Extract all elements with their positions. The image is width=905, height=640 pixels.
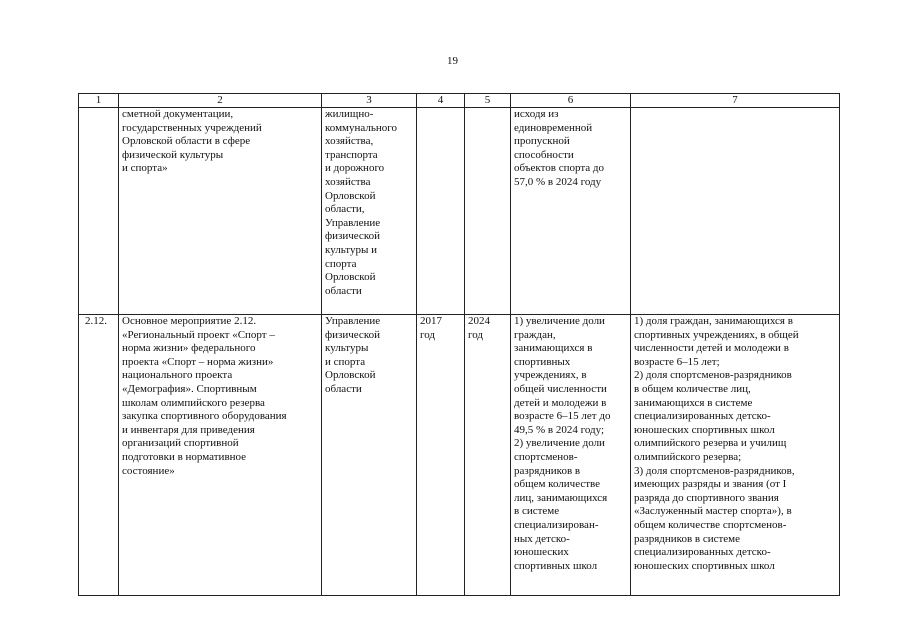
table-row-2-12 [79, 315, 840, 596]
expected-result-cell: 1) увеличение доли граждан, занимающихся в спортивных учреждениях, в общей численности детей и молодежи в возрасте 6–15 лет до 49,5 % в 2024 году; 2) увеличение доли спортсменов- разрядников в общем количестве лиц, занимающихся в системе специализирован- ных детско- юношеских спортивных школ [511, 315, 631, 596]
column-header-2: 2 [119, 94, 322, 108]
activity-name-cell: сметной документации, государственных учреждений Орловской области в сфере физической культуры и спорта» [119, 108, 322, 315]
executor-cell: жилищно- коммунального хозяйства, транспорта и дорожного хозяйства Орловской области, Управление физической культуры и спорта Орловской области [322, 108, 417, 315]
indicators-cell [631, 108, 840, 315]
column-header-5: 5 [465, 94, 511, 108]
program-table [78, 93, 840, 596]
end-year-cell: 2024 год [465, 315, 511, 596]
start-year-cell [417, 108, 465, 315]
column-header-1: 1 [79, 94, 119, 108]
column-header-7: 7 [631, 94, 840, 108]
column-header-6: 6 [511, 94, 631, 108]
end-year-cell [465, 108, 511, 315]
expected-result-cell: исходя из единовременной пропускной способности объектов спорта до 57,0 % в 2024 году [511, 108, 631, 315]
indicators-cell: 1) доля граждан, занимающихся в спортивных учреждениях, в общей численности детей и молодежи в возрасте 6–15 лет; 2) доля спортсменов-разрядников в общем количестве лиц, занимающихся в системе специализированных детско- юношеских спортивных школ олимпийского резерва и училищ олимпийского резерва; 3) доля спортсменов-разрядников, имеющих разряды и звания (от I разряда до спортивного звания «Заслуженный мастер спорта»), в общем количестве спортсменов- разрядников в системе специализированных детско- юношеских спортивных школ [631, 315, 840, 596]
table-row-continuation [79, 108, 840, 315]
executor-cell: Управление физической культуры и спорта Орловской области [322, 315, 417, 596]
column-number-row [79, 94, 840, 108]
page-number: 19 [447, 55, 458, 67]
activity-name-cell: Основное мероприятие 2.12. «Региональный проект «Спорт – норма жизни» федерального проекта «Спорт – норма жизни» национального проекта «Демография». Спортивным школам олимпийского резерва закупка спортивного оборудования и инвентаря для приведения организаций спортивной подготовки в нормативное состояние» [119, 315, 322, 596]
row-number-cell: 2.12. [79, 315, 119, 596]
column-header-4: 4 [417, 94, 465, 108]
start-year-cell: 2017 год [417, 315, 465, 596]
column-header-3: 3 [322, 94, 417, 108]
row-number-cell [79, 108, 119, 315]
